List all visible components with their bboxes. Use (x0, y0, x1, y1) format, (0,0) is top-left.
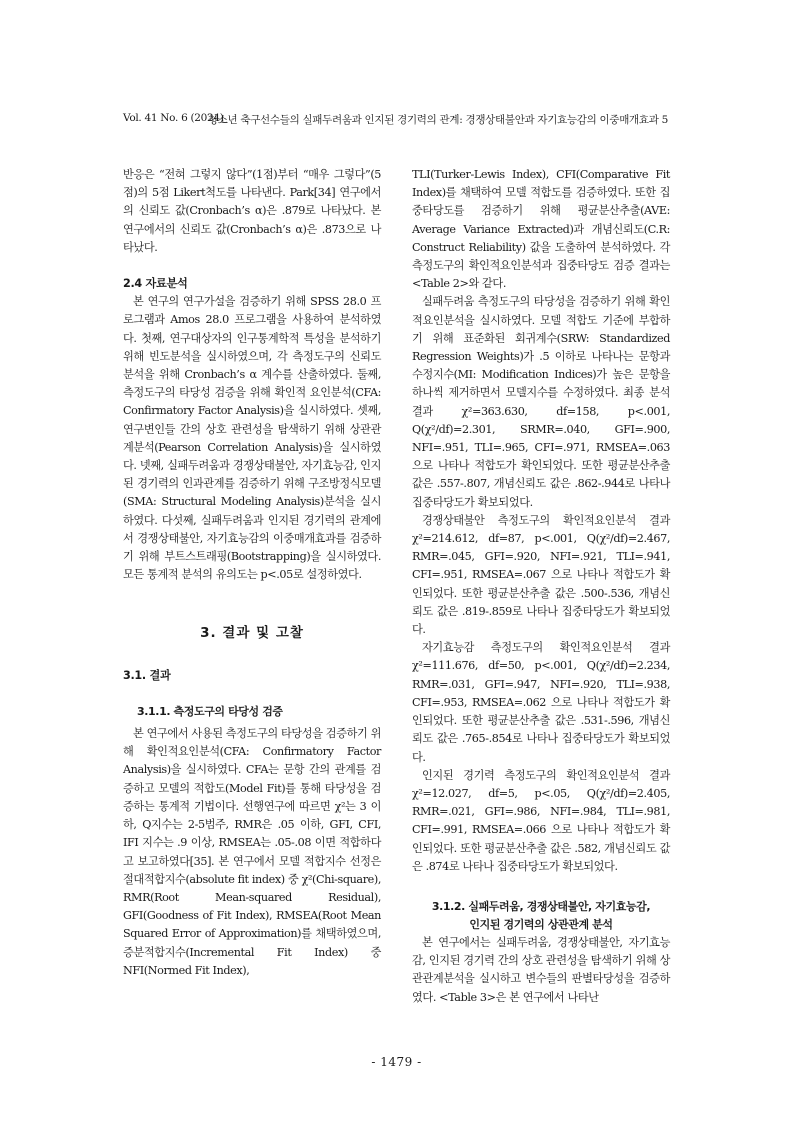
section-heading-2-4: 2.4 자료분석 (123, 277, 188, 291)
section-heading-3: 3. 결과 및 고찰 (200, 625, 304, 642)
paragraph: 실패두려움 측정도구의 타당성을 검증하기 위해 확인적요인분석을 실시하였다. 모델 적합도 기준에 부합하기 위해 표준화된 회귀계수(SRW: Standardized Regression Weights)가 .5 이하로 나타나는 문항과 수정지수(MI: Modification Indices)가 높은 문항을 하나씩 제거하면서 모델지수를 수정하였다. 최종 분석 결과 χ²=363.630, df=158, p<.001, Q(χ²/df)=2.301, SRMR=.040, GFI=.900, NFI=.951, TLI=.965, CFI=.971, RMSEA=.063으로 나타나 적합도가 확인되었다. 또한 평균분산추출 값은 .557-.807, 개념신뢰도 값은 .862-.944로 나타나 집중타당도가 확보되었다. (412, 295, 670, 509)
paragraph: 인지된 경기력 측정도구의 확인적요인분석 결과 χ²=12.027, df=5, p<.05, Q(χ²/df)=2.405, RMR=.021, GFI=.986, NFI=.984, TLI=.981, CFI=.991, RMSEA=.066 으로 나타나 적합도가 확인되었다. 또한 평균분산추출 값은 .582, 개념신뢰도 값은 .874로 나타나 집중타당도가 확보되었다. (412, 768, 670, 873)
running-header-title: 청소년 축구선수들의 실패두려움과 인지된 경기력의 관계: 경쟁상태불안과 자기효능감의 이중매개효과 5 (207, 114, 668, 126)
paragraph: 본 연구의 연구가설을 검증하기 위해 SPSS 28.0 프로그램과 Amos 28.0 프로그램을 사용하여 분석하였다. 첫째, 연구대상자의 인구통계학적 특성을 분석하기 위해 빈도분석을 실시하였으며, 각 측정도구의 신뢰도 분석을 위해 Cronbach’s α 계수를 산출하였다. 둘째, 측정도구의 타당성 검증을 위해 확인적 요인분석(CFA: Confirmatory Factor Analysis)을 실시하였다. 셋째, 연구변인들 간의 상호 관련성을 탐색하기 위해 상관관계분석(Pearson Correlation Analysis)을 실시하였다. 넷째, 실패두려움과 경쟁상태불안, 자기효능감, 인지된 경기력의 인과관계를 검증하기 위해 구조방정식모델(SMA: Structural Modeling Analysis)분석을 실시하였다. 다섯째, 실패두려움과 인지된 경기력의 관계에서 경쟁상태불안, 자기효능감의 이중매개효과를 검증하기 위해 부트스트래핑(Bootstrapping)을 실시하였다. 모든 통계적 분석의 유의도는 p<.05로 설정하였다. (123, 295, 381, 582)
running-header-volume: Vol. 41 No. 6 (2024) (123, 112, 224, 124)
paragraph: 경쟁상태불안 측정도구의 확인적요인분석 결과 χ²=214.612, df=87, p<.001, Q(χ²/df)=2.467, RMR=.045, GFI=.920, NFI=.921, TLI=.941, CFI=.951, RMSEA=.067 으로 나타나 적합도가 확인되었다. 또한 평균분산추출 값은 .500-.536, 개념신뢰도 값은 .819-.859로 나타나 집중타당도가 확보되었다. (412, 513, 670, 637)
paragraph: TLI(Turker-Lewis Index), CFI(Comparative Fit Index)를 채택하여 모델 적합도를 검증하였다. 또한 집중타당도를 검증하기 위해 평균분산추출(AVE: Average Variance Extracted)과 개념신뢰도(C.R: Construct Reliability) 값을 도출하여 분석하였다. 각 측정도구의 확인적요인분석과 집중타당도 검증 결과는 <Table 2>와 같다. (412, 168, 670, 291)
right-column (412, 166, 670, 1007)
page-number: - 1479 - (371, 1055, 422, 1069)
paragraph: 반응은 “전혀 그렇지 않다”(1점)부터 “매우 그렇다”(5점)의 5점 Likert척도를 나타낸다. Park[34] 연구에서의 신뢰도 값(Cronbach’s α)은 .879로 나타났다. 본 연구에서의 신뢰도 값(Cronbach’s α)은 .873으로 나타났다. (123, 168, 381, 254)
section-heading-3-1: 3.1. 결과 (123, 668, 171, 682)
section-heading-line: 인지된 경기력의 상관관계 분석 (469, 917, 613, 931)
paragraph: 본 연구에서 사용된 측정도구의 타당성을 검증하기 위해 확인적요인분석(CFA: Confirmatory Factor Analysis)을 실시하였다. CFA는 문항 간의 관계를 검증하고 모델의 적합도(Model Fit)를 통해 타당성을 검증하는 통계적 기법이다. 선행연구에 따르면 χ²는 3 이하, Q지수는 2-5범주, RMR은 .05 이하, GFI, CFI, IFI 지수는 .9 이상, RMSEA는 .05-.08 이면 적합하다고 보고하였다[35]. 본 연구에서 모델 적합지수 선정은 절대적합지수(absolute fit index) 중 χ²(Chi-square), RMR(Root Mean-squared Residual), GFI(Goodness of Fit Index), RMSEA(Root Mean Squared Error of Approximation)를 채택하였으며, 증분적합지수(Incremental Fit Index) 중 NFI(Normed Fit Index), (123, 727, 381, 977)
section-heading-line: 3.1.2. 실패두려움, 경쟁상태불안, 자기효능감, (431, 899, 651, 913)
paragraph: 본 연구에서는 실패두려움, 경쟁상태불안, 자기효능감, 인지된 경기력 간의 상호 관련성을 탐색하기 위해 상관관계분석을 실시하고 변수들의 판별타당성을 검증하였다. <Table 3>은 본 연구에서 나타난 (412, 935, 670, 1004)
left-column (123, 166, 381, 980)
paragraph: 자기효능감 측정도구의 확인적요인분석 결과 χ²=111.676, df=50, p<.001, Q(χ²/df)=2.234, RMR=.031, GFI=.947, NFI=.920, TLI=.938, CFI=.953, RMSEA=.062 으로 나타나 적합도가 확인되었다. 또한 평균분산추출 값은 .531-.596, 개념신뢰도 값은 .765-.854로 나타나 집중타당도가 확보되었다. (412, 641, 670, 764)
section-heading-3-1-1: 3.1.1. 측정도구의 타당성 검증 (137, 704, 283, 718)
section-heading-3-1-2 (412, 898, 670, 934)
